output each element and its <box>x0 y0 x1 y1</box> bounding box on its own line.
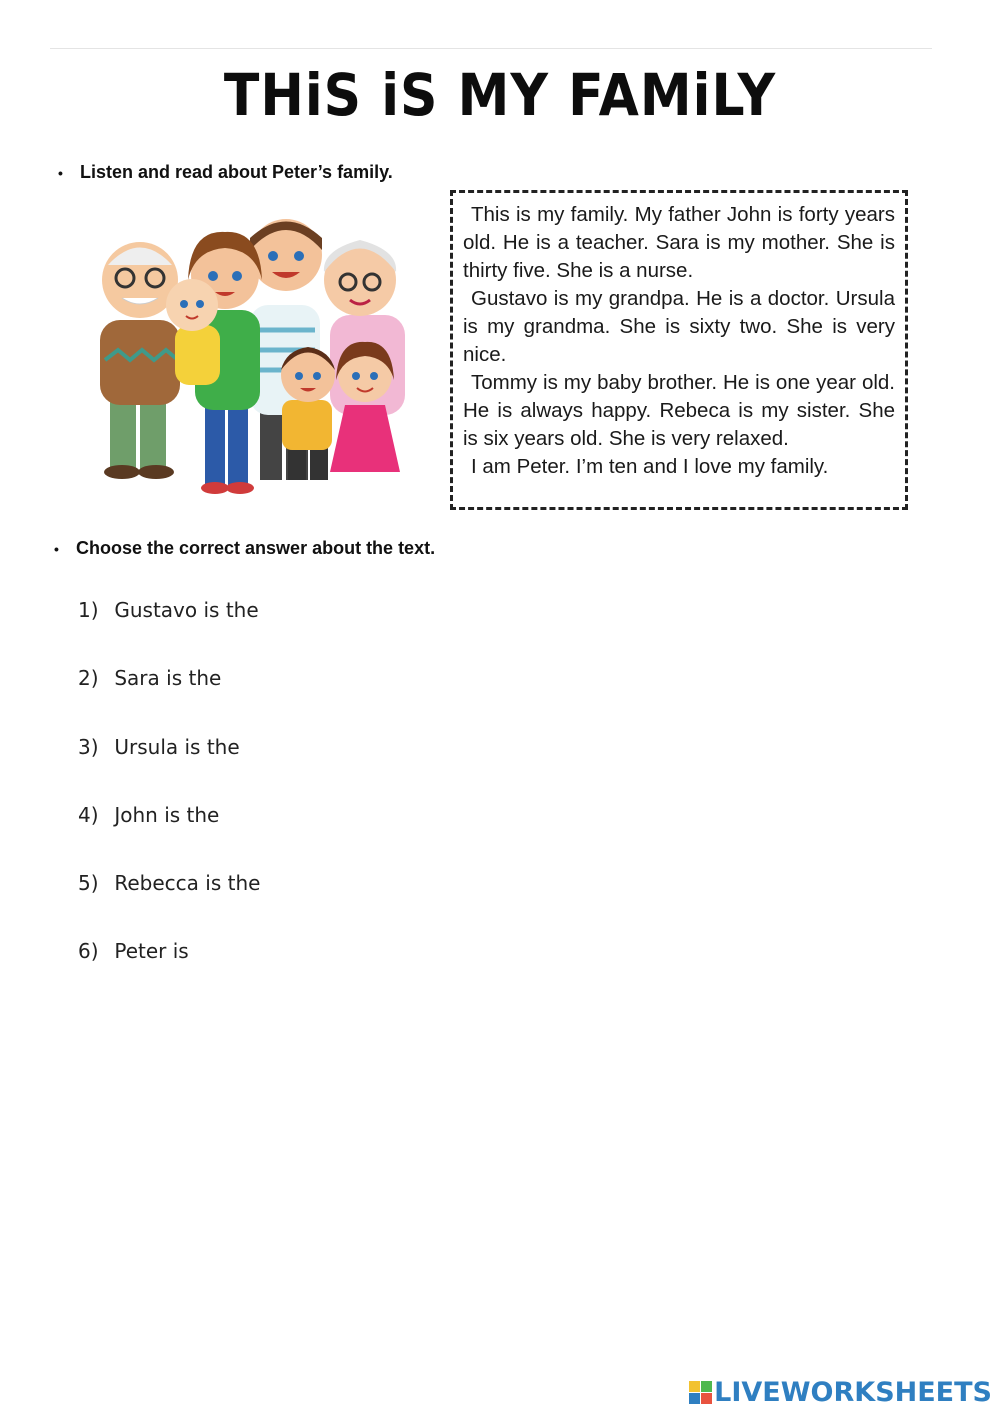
instruction-choose <box>54 538 435 559</box>
question-item <box>78 937 260 1005</box>
instruction-listen <box>58 162 393 183</box>
question-item <box>78 664 260 732</box>
question-text: Peter is <box>114 939 189 964</box>
question-item <box>78 596 260 664</box>
page-title: THiS iS MY FAMiLY <box>223 62 777 130</box>
reading-paragraph-3: Tommy is my baby brother. He is one year old. He is always happy. Rebeca is my sister. She is six years old. She is very relaxed. <box>463 371 895 450</box>
question-text: Sara is the <box>114 666 222 691</box>
question-number: 5) <box>78 871 99 896</box>
question-text: Ursula is the <box>114 734 240 759</box>
reading-paragraph-4: I am Peter. I’m ten and I love my family. <box>471 455 829 478</box>
grandpa-figure <box>100 242 180 479</box>
logo-text: LIVEWORKSHEETS <box>714 1376 992 1408</box>
liveworksheets-logo[interactable] <box>689 1377 992 1407</box>
question-list <box>78 596 260 1006</box>
question-number: 3) <box>78 734 99 759</box>
question-number: 2) <box>78 666 99 691</box>
instruction-listen-text: Listen and read about Peter’s family. <box>80 162 393 182</box>
bullet-icon: • <box>54 541 59 557</box>
question-text: Rebecca is the <box>114 871 261 896</box>
question-text: Gustavo is the <box>114 598 259 622</box>
logo-blocks-icon <box>689 1381 712 1404</box>
top-divider <box>50 48 932 49</box>
reading-text-box <box>450 190 908 510</box>
question-number: 4) <box>78 802 99 827</box>
bullet-icon: • <box>58 165 63 181</box>
question-item <box>78 869 260 937</box>
question-number: 6) <box>78 939 99 964</box>
question-text: John is the <box>114 802 220 827</box>
reading-paragraph-2: Gustavo is my grandpa. He is a doctor. Ursula is my grandma. She is sixty two. She is very nice. <box>463 287 895 366</box>
question-number: 1) <box>78 598 99 622</box>
question-item <box>78 801 260 869</box>
family-illustration <box>60 210 435 500</box>
question-item <box>78 733 260 801</box>
instruction-choose-text: Choose the correct answer about the text. <box>76 538 436 558</box>
reading-paragraph-1: This is my family. My father John is forty years old. He is a teacher. Sara is my mother. She is thirty five. She is a nurse. <box>463 203 895 282</box>
